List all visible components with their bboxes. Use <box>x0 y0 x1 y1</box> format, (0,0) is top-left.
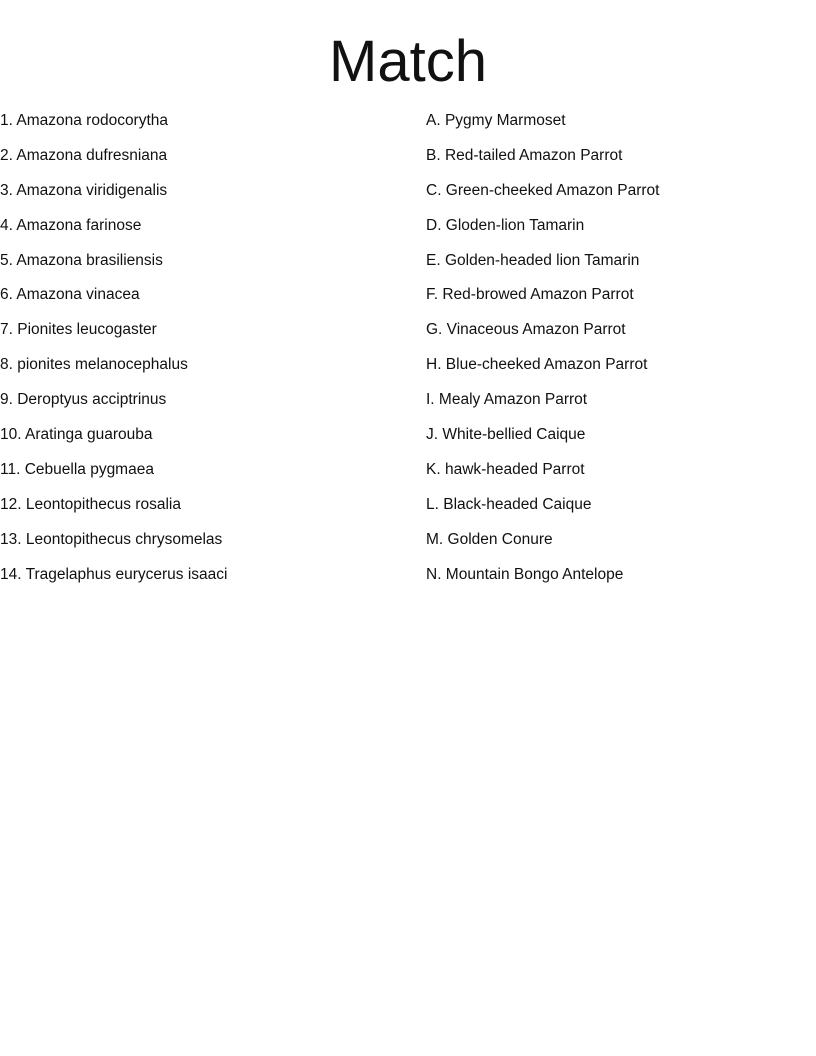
list-item: 8. pionites melanocephalus <box>0 356 188 374</box>
list-item: 13. Leontopithecus chrysomelas <box>0 530 223 548</box>
list-item: 6. Amazona vinacea <box>0 286 140 304</box>
list-item: 9. Deroptyus acciptrinus <box>0 391 167 409</box>
list-item: J. White-bellied Caique <box>426 426 586 444</box>
list-item: F. Red-browed Amazon Parrot <box>426 286 634 304</box>
list-item: 1. Amazona rodocorytha <box>0 112 169 129</box>
list-item: N. Mountain Bongo Antelope <box>426 565 624 583</box>
list-item: 3. Amazona viridigenalis <box>0 181 168 199</box>
list-item: 10. Aratinga guarouba <box>0 426 153 444</box>
list-item: 12. Leontopithecus rosalia <box>0 495 181 513</box>
list-item: L. Black-headed Caique <box>426 495 592 513</box>
list-item: 7. Pionites leucogaster <box>0 321 157 339</box>
common-names-list <box>426 111 816 599</box>
list-item: H. Blue-cheeked Amazon Parrot <box>426 356 648 374</box>
list-item: I. Mealy Amazon Parrot <box>426 391 588 409</box>
list-item: B. Red-tailed Amazon Parrot <box>426 146 623 164</box>
list-item: M. Golden Conure <box>426 530 553 548</box>
list-item: 5. Amazona brasiliensis <box>0 251 163 269</box>
list-item: 2. Amazona dufresniana <box>0 146 168 164</box>
list-item: E. Golden-headed lion Tamarin <box>426 251 640 269</box>
list-item: 4. Amazona farinose <box>0 216 142 234</box>
scientific-names-list <box>0 111 410 599</box>
list-item: G. Vinaceous Amazon Parrot <box>426 321 626 339</box>
list-item: D. Gloden-lion Tamarin <box>426 216 585 234</box>
list-item: C. Green-cheeked Amazon Parrot <box>426 181 660 199</box>
list-item: 14. Tragelaphus eurycerus isaaci <box>0 565 228 583</box>
list-item: 11. Cebuella pygmaea <box>0 460 154 478</box>
list-item: K. hawk-headed Parrot <box>426 460 585 478</box>
page-title: Match <box>329 29 487 94</box>
list-item: A. Pygmy Marmoset <box>426 112 566 129</box>
